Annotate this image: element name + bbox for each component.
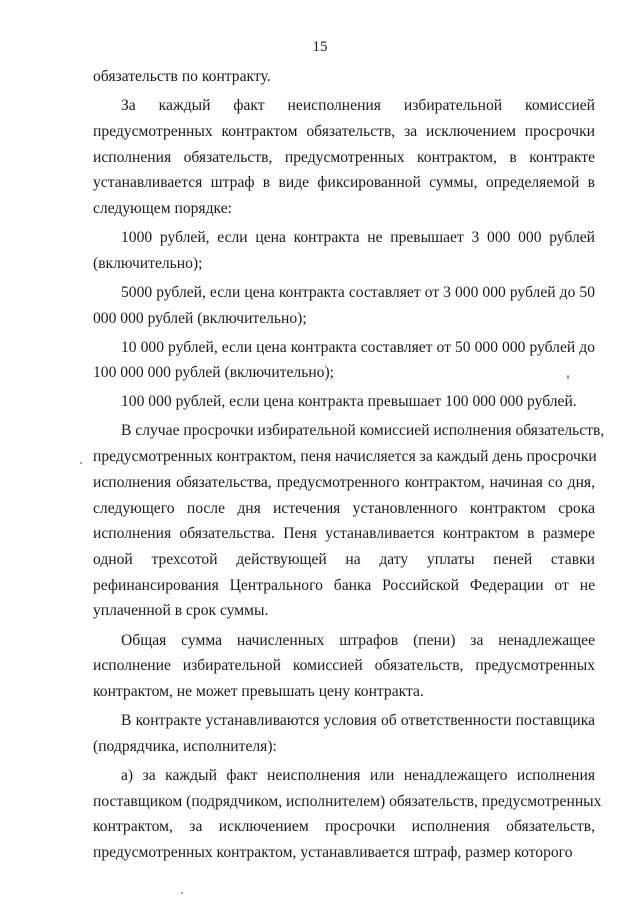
text-line: исполнения обязательства. Пеня устанавливается контрактом в размере [93,525,595,543]
text-line: В контракте устанавливаются условия об ответственности поставщика [121,712,595,729]
scan-speck [567,375,569,379]
text-line: следующего после дня истечения установленного контрактом срока [93,499,595,517]
scan-speck [80,462,82,464]
page-number: 15 [312,39,328,55]
text-line: 5000 рублей, если цена контракта составляет от 3 000 000 рублей до 50 [121,283,595,301]
text-line: одной трехсотой действующей на дату уплаты пеней ставки [93,551,595,568]
paragraph-2 [93,225,595,276]
text-line: 000 000 рублей (включительно); [93,309,307,327]
text-line: предусмотренных контрактом, пеня начисляется за каждый день просрочки [93,448,597,466]
text-line: обязательств по контракту. [93,68,271,85]
paragraph-9 [93,763,602,866]
text-line: рефинансирования Центрального банка Российской Федерации от не [93,576,595,594]
text-line: 1000 рублей, если цена контракта не превышает 3 000 000 рублей [121,229,595,246]
scan-speck [181,892,183,894]
paragraph-4 [93,335,595,386]
paragraph-3 [93,280,595,331]
text-line: За каждый факт неисполнения избирательной комиссией [121,97,595,115]
text-line: поставщиком (подрядчиком, исполнителем) обязательств, предусмотренных [93,792,602,810]
text-line: исполнение избирательной комиссией обязательств, предусмотренных [93,657,595,675]
text-line: контрактом, не может превышать цену контракта. [93,682,424,700]
document-body [93,64,605,866]
paragraph-6 [93,418,605,624]
text-line: уплаченной в срок суммы. [93,602,269,620]
text-line: контрактом, за исключением просрочки исполнения обязательств, [93,818,595,836]
text-line: В случае просрочки избирательной комиссией исполнения обязательств, [121,422,605,440]
paragraph-7 [93,628,595,705]
text-line: 100 000 рублей, если цена контракта превышает 100 000 000 рублей. [121,393,577,411]
paragraph-8 [93,708,595,759]
text-line: устанавливается штраф в виде фиксированной суммы, определяемой в [93,174,595,192]
text-line: (включительно); [93,254,203,272]
text-line: следующем порядке: [93,199,232,217]
text-line: (подрядчика, исполнителя): [93,737,277,755]
paragraph-0 [93,64,595,90]
text-line: исполнения обязательств, предусмотренных контрактом, в контракте [93,148,595,166]
text-line: предусмотренных контрактом обязательств, за исключением просрочки [93,122,595,140]
text-line: исполнения обязательства, предусмотренного контрактом, начиная со дня, [93,473,595,491]
paragraph-1 [93,93,595,222]
text-line: Общая сумма начисленных штрафов (пени) за ненадлежащее [121,631,595,649]
text-line: 100 000 000 рублей (включительно); [93,364,334,382]
text-line: а) за каждый факт неисполнения или ненадлежащего исполнения [121,766,595,784]
paragraph-5 [93,389,595,415]
text-line: 10 000 рублей, если цена контракта составляет от 50 000 000 рублей до [121,338,595,356]
text-line: предусмотренных контрактом, устанавливается штраф, размер которого [93,843,573,861]
